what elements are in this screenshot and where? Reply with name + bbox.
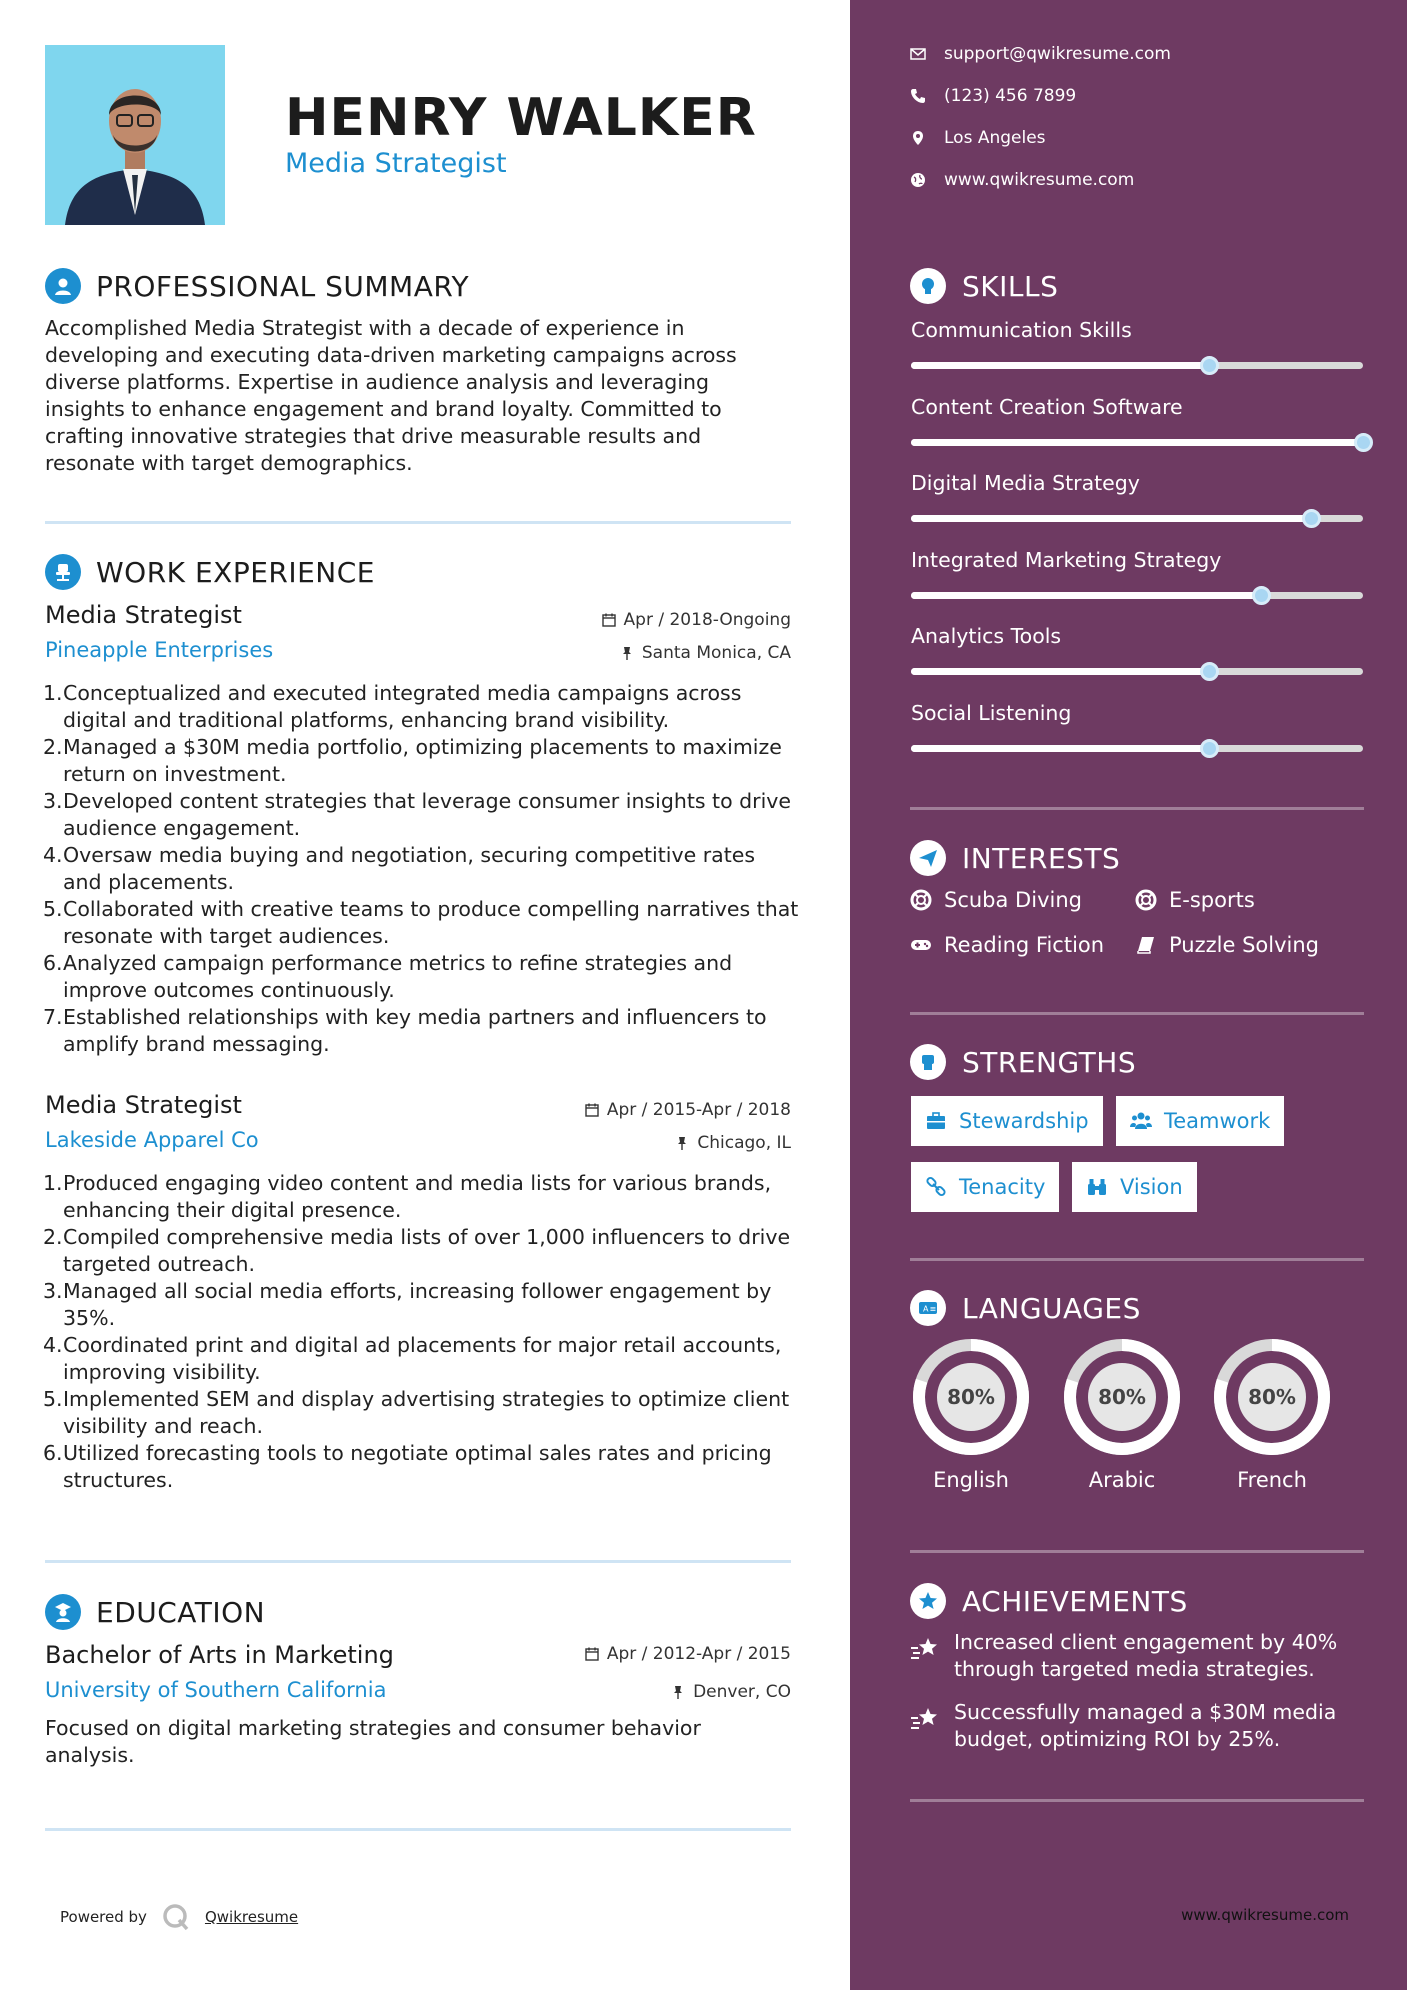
list-item: 2. Compiled comprehensive media lists of over 1,000 influencers to drive targeted outreach. (43, 1225, 791, 1276)
language-percent: 80% (1248, 1385, 1296, 1409)
strength-badge: Stewardship (911, 1096, 1103, 1146)
list-item: 5. Implemented SEM and display advertising strategies to optimize client visibility and reach. (43, 1387, 790, 1438)
skill-fill (911, 362, 1209, 369)
job-location (675, 1133, 791, 1153)
lifebuoy-icon (1135, 889, 1157, 911)
interests-heading: INTERESTS (962, 842, 1121, 875)
office-chair-icon (45, 554, 81, 590)
education-location (671, 1682, 791, 1702)
book-icon (1135, 934, 1157, 956)
skill-slider (911, 668, 1363, 675)
strengths-heading: STRENGTHS (962, 1046, 1137, 1079)
list-item: 1. Produced engaging video content and media lists for various brands, enhancing their digital presence. (43, 1171, 772, 1222)
summary-text: Accomplished Media Strategist with a decade of experience in developing and executing data-driven marketing campaigns across diverse platforms. Expertise in audience analysis and leveraging insights to enhance engagement and brand loyalty. Committed to crafting innovative strategies that drive measurable results and resonate with target demographics. (45, 316, 737, 475)
language-ring (1061, 1336, 1183, 1458)
person-photo-icon (45, 45, 225, 225)
skill-fill (911, 515, 1311, 522)
profile-photo (45, 45, 225, 225)
skill-fill (911, 592, 1261, 599)
job-title: Media Strategist (45, 1091, 242, 1119)
job-date-text: Apr / 2015-Apr / 2018 (606, 1100, 791, 1120)
skill-slider (911, 362, 1363, 369)
job-company: Pineapple Enterprises (45, 638, 274, 662)
job-date (602, 610, 791, 630)
experience-heading: WORK EXPERIENCE (96, 556, 375, 589)
list-item: 2. Managed a $30M media portfolio, optimizing placements to maximize return on investment. (43, 735, 782, 786)
users-icon (1130, 1110, 1152, 1132)
pin-icon (620, 646, 634, 660)
divider (45, 1560, 791, 1563)
language-percent: 80% (947, 1385, 995, 1409)
job-location-text: Chicago, IL (697, 1133, 791, 1153)
envelope-icon (910, 46, 926, 62)
lightbulb-icon (910, 268, 946, 304)
education-text: Focused on digital marketing strategies and consumer behavior analysis. (45, 1716, 701, 1767)
list-item: 7. Established relationships with key media partners and influencers to amplify brand messaging. (43, 1005, 767, 1056)
achievement-item: Increased client engagement by 40% through targeted media strategies. (910, 1629, 1360, 1683)
list-item: 1. Conceptualized and executed integrated media campaigns across digital and traditional platforms, enhancing brand visibility. (43, 681, 742, 732)
star-badge-icon (910, 1583, 946, 1619)
school-name: University of Southern California (45, 1678, 387, 1702)
qwikresume-logo-icon (161, 1902, 191, 1932)
skill-knob (1200, 739, 1219, 758)
list-item: 3. Managed all social media efforts, increasing follower engagement by 35%. (43, 1279, 772, 1330)
language-item (910, 1336, 1032, 1492)
skill-slider (911, 745, 1363, 752)
interest-item: Reading Fiction (910, 933, 1104, 957)
calendar-icon (585, 1647, 599, 1661)
strength-badge: Tenacity (911, 1162, 1059, 1212)
pin-icon (675, 1136, 689, 1150)
contact-website[interactable]: www.qwikresume.com (910, 170, 1134, 190)
interest-item: Puzzle Solving (1135, 933, 1319, 957)
divider (910, 1550, 1364, 1553)
phone-icon (910, 88, 926, 104)
language-percent: 80% (1098, 1385, 1146, 1409)
candidate-role: Media Strategist (285, 148, 507, 179)
pin-icon (671, 1685, 685, 1699)
job-bullets (45, 1170, 800, 1494)
list-item: 6. Analyzed campaign performance metrics to refine strategies and improve outcomes continuously. (43, 951, 733, 1002)
language-name: Arabic (1088, 1468, 1156, 1492)
candidate-name: HENRY WALKER (285, 88, 757, 148)
list-item: 5. Collaborated with creative teams to produce compelling narratives that resonate with target audiences. (43, 897, 799, 948)
interest-item: E-sports (1135, 888, 1255, 912)
job-location (620, 643, 791, 663)
link-icon (925, 1176, 947, 1198)
job-location-text: Santa Monica, CA (641, 643, 791, 663)
powered-by-label: Powered by (60, 1908, 147, 1926)
calendar-icon (585, 1103, 599, 1117)
education-date-text: Apr / 2012-Apr / 2015 (606, 1644, 791, 1664)
list-item: 4. Oversaw media buying and negotiation, securing competitive rates and placements. (43, 843, 756, 894)
graduate-icon (45, 1594, 81, 1630)
job-company: Lakeside Apparel Co (45, 1128, 259, 1152)
strength-badge: Vision (1072, 1162, 1197, 1212)
contact-phone[interactable]: (123) 456 7899 (910, 86, 1076, 106)
briefcase-icon (925, 1110, 947, 1132)
map-marker-icon (910, 130, 926, 146)
svg-text:≡: ≡ (929, 1304, 937, 1314)
lifebuoy-icon (910, 889, 932, 911)
languages-heading: LANGUAGES (962, 1292, 1141, 1325)
language-name: English (933, 1468, 1009, 1492)
svg-text:A: A (923, 1304, 929, 1314)
skill-knob (1252, 586, 1271, 605)
divider (45, 1828, 791, 1831)
language-item (1061, 1336, 1183, 1492)
list-item: 3. Developed content strategies that leverage consumer insights to drive audience engagement. (43, 789, 792, 840)
skill-label: Communication Skills (911, 318, 1132, 342)
contact-email[interactable]: support@qwikresume.com (910, 44, 1171, 64)
achievement-item: Successfully managed a $30M media budget, optimizing ROI by 25%. (910, 1699, 1360, 1753)
divider (910, 807, 1364, 810)
interest-item: Scuba Diving (910, 888, 1082, 912)
achievements-heading: ACHIEVEMENTS (962, 1585, 1188, 1618)
footer-website[interactable]: www.qwikresume.com (1181, 1906, 1349, 1924)
skill-fill (911, 745, 1209, 752)
shooting-star-icon (910, 1705, 940, 1733)
divider (910, 1012, 1364, 1015)
skill-label: Social Listening (911, 700, 1072, 725)
language-name: French (1237, 1468, 1307, 1492)
skill-label: Content Creation Software (911, 394, 1183, 419)
skills-heading: SKILLS (962, 270, 1059, 303)
skill-knob (1302, 509, 1321, 528)
language-item (1211, 1336, 1333, 1492)
degree-title: Bachelor of Arts in Marketing (45, 1641, 394, 1669)
skill-label: Digital Media Strategy (911, 471, 1140, 495)
translate-icon (910, 1290, 946, 1326)
divider (910, 1799, 1364, 1802)
divider (910, 1258, 1364, 1261)
job-date (585, 1100, 791, 1120)
fist-icon (910, 1044, 946, 1080)
paper-plane-icon (910, 840, 946, 876)
user-circle-icon (45, 268, 81, 304)
language-ring (910, 1336, 1032, 1458)
brand-link[interactable]: Qwikresume (204, 1908, 299, 1926)
skill-knob (1354, 433, 1373, 452)
skill-slider (911, 515, 1363, 522)
skill-label: Integrated Marketing Strategy (911, 547, 1222, 572)
list-item: 6. Utilized forecasting tools to negotiate optimal sales rates and pricing structures. (43, 1441, 772, 1492)
skill-fill (911, 668, 1209, 675)
skill-fill (911, 439, 1363, 446)
job-date-text: Apr / 2018-Ongoing (623, 610, 791, 630)
shooting-star-icon (910, 1635, 940, 1663)
powered-by (60, 1902, 298, 1932)
calendar-icon (602, 613, 616, 627)
gamepad-icon (910, 934, 932, 956)
education-heading: EDUCATION (96, 1596, 266, 1629)
divider (45, 521, 791, 524)
skill-label: Analytics Tools (911, 624, 1062, 648)
education-location-text: Denver, CO (693, 1682, 791, 1702)
contact-location: Los Angeles (910, 128, 1046, 148)
summary-heading: PROFESSIONAL SUMMARY (96, 270, 470, 303)
language-ring (1211, 1336, 1333, 1458)
job-title: Media Strategist (45, 601, 242, 629)
strength-badge: Teamwork (1116, 1096, 1284, 1146)
skill-slider (911, 439, 1363, 446)
education-date (585, 1644, 791, 1664)
skill-slider (911, 592, 1363, 599)
list-item: 4. Coordinated print and digital ad placements for major retail accounts, improving visibility. (43, 1333, 782, 1384)
job-bullets (45, 680, 800, 1058)
globe-icon (910, 172, 926, 188)
binoculars-icon (1086, 1176, 1108, 1198)
